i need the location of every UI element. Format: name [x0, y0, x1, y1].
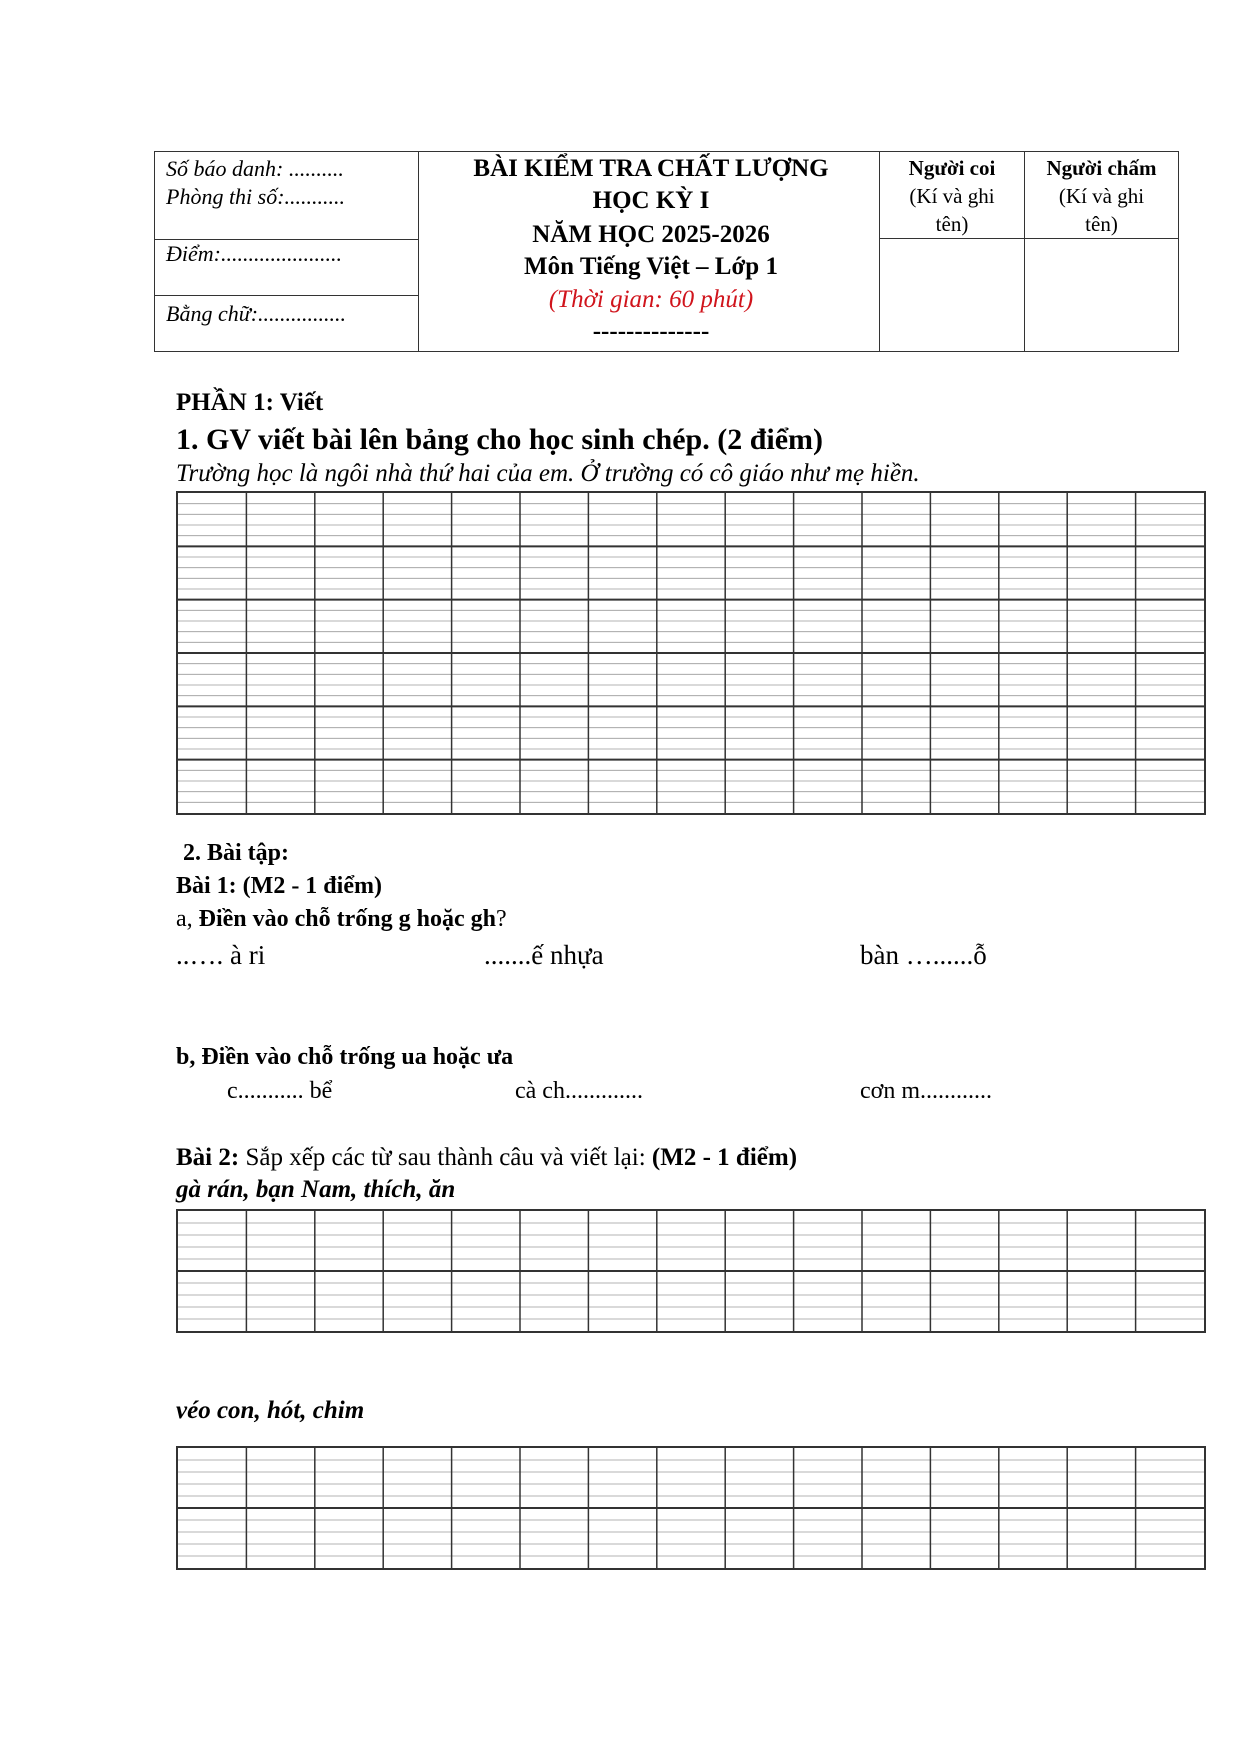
blank-item-b2[interactable]: cà ch.............	[515, 1078, 643, 1104]
nguoi-coi-note-1: (Kí và ghi	[909, 184, 995, 208]
bai2-points: (M2 - 1 điểm)	[651, 1144, 798, 1171]
blank-item-a3[interactable]: bàn …......ỗ	[860, 940, 987, 970]
exam-title: BÀI KIỂM TRA CHẤT LƯỢNG	[473, 155, 829, 182]
bang-chu-field[interactable]: Bằng chữ:................	[166, 301, 347, 326]
nguoi-coi-signature-box[interactable]	[880, 240, 1024, 351]
exam-term: HỌC KỲ I	[592, 187, 710, 214]
nguoi-cham-note-1: (Kí và ghi	[1058, 184, 1145, 208]
bai1a-prefix: a,	[176, 906, 199, 932]
header-divider	[155, 295, 418, 296]
title-dashes: --------------	[592, 318, 710, 345]
so-bao-danh-field[interactable]: Số báo danh: ..........	[166, 156, 344, 181]
word-set-2: véo con, hót, chim	[176, 1397, 365, 1424]
nguoi-coi-cell	[880, 154, 1024, 238]
question-1: 1. GV viết bài lên bảng cho học sinh chép. (2 điểm)	[176, 423, 824, 456]
header-table	[154, 151, 1179, 352]
bai1a-qmark: ?	[496, 906, 507, 932]
nguoi-coi-note-2: tên)	[935, 212, 969, 236]
nguoi-cham-signature-box[interactable]	[1025, 240, 1178, 351]
blank-item-b3[interactable]: cơn m............	[860, 1078, 993, 1104]
writing-grid-3[interactable]	[176, 1446, 1206, 1570]
part1-heading: PHẦN 1: Viết	[176, 389, 324, 416]
bai2-line	[176, 1144, 797, 1172]
part2-heading: 2. Bài tập:	[183, 840, 290, 866]
header-divider	[879, 238, 1178, 239]
bai1a-instruction-line	[176, 906, 507, 933]
word-set-1: gà rán, bạn Nam, thích, ăn	[176, 1176, 456, 1203]
nguoi-coi-label: Người coi	[908, 156, 996, 180]
writing-grid-1[interactable]	[176, 491, 1206, 815]
grid-lines	[178, 1448, 1204, 1568]
bai2-instruction: Sắp xếp các từ sau thành câu và viết lại:	[239, 1144, 652, 1171]
blank-item-a1[interactable]: ..…. à ri	[176, 940, 266, 970]
bai2-label: Bài 2:	[176, 1144, 240, 1171]
grid-lines	[178, 493, 1204, 813]
subject-line: Môn Tiếng Việt – Lớp 1	[524, 253, 778, 280]
blank-item-a2[interactable]: .......ế nhựa	[484, 940, 604, 970]
grid-lines	[178, 1211, 1204, 1331]
writing-grid-2[interactable]	[176, 1209, 1206, 1333]
nguoi-cham-note-2: tên)	[1085, 212, 1118, 236]
blank-item-b1[interactable]: c........... bể	[227, 1078, 333, 1104]
nguoi-cham-cell	[1025, 154, 1178, 238]
school-year: NĂM HỌC 2025-2026	[532, 221, 770, 248]
nguoi-cham-label: Người chấm	[1046, 156, 1157, 180]
header-divider	[418, 152, 419, 351]
diem-field[interactable]: Điểm:......................	[166, 241, 342, 266]
exam-time: (Thời gian: 60 phút)	[548, 286, 754, 313]
phong-thi-field[interactable]: Phòng thi số:...........	[166, 184, 346, 209]
bai1b-instruction: b, Điền vào chỗ trống ua hoặc ưa	[176, 1044, 514, 1070]
copy-sentence: Trường học là ngôi nhà thứ hai của em. Ở trường có cô giáo như mẹ hiền.	[176, 460, 920, 487]
bai1-label: Bài 1: (M2 - 1 điểm)	[176, 873, 382, 899]
bai1a-instruction: Điền vào chỗ trống g hoặc gh	[198, 906, 496, 932]
